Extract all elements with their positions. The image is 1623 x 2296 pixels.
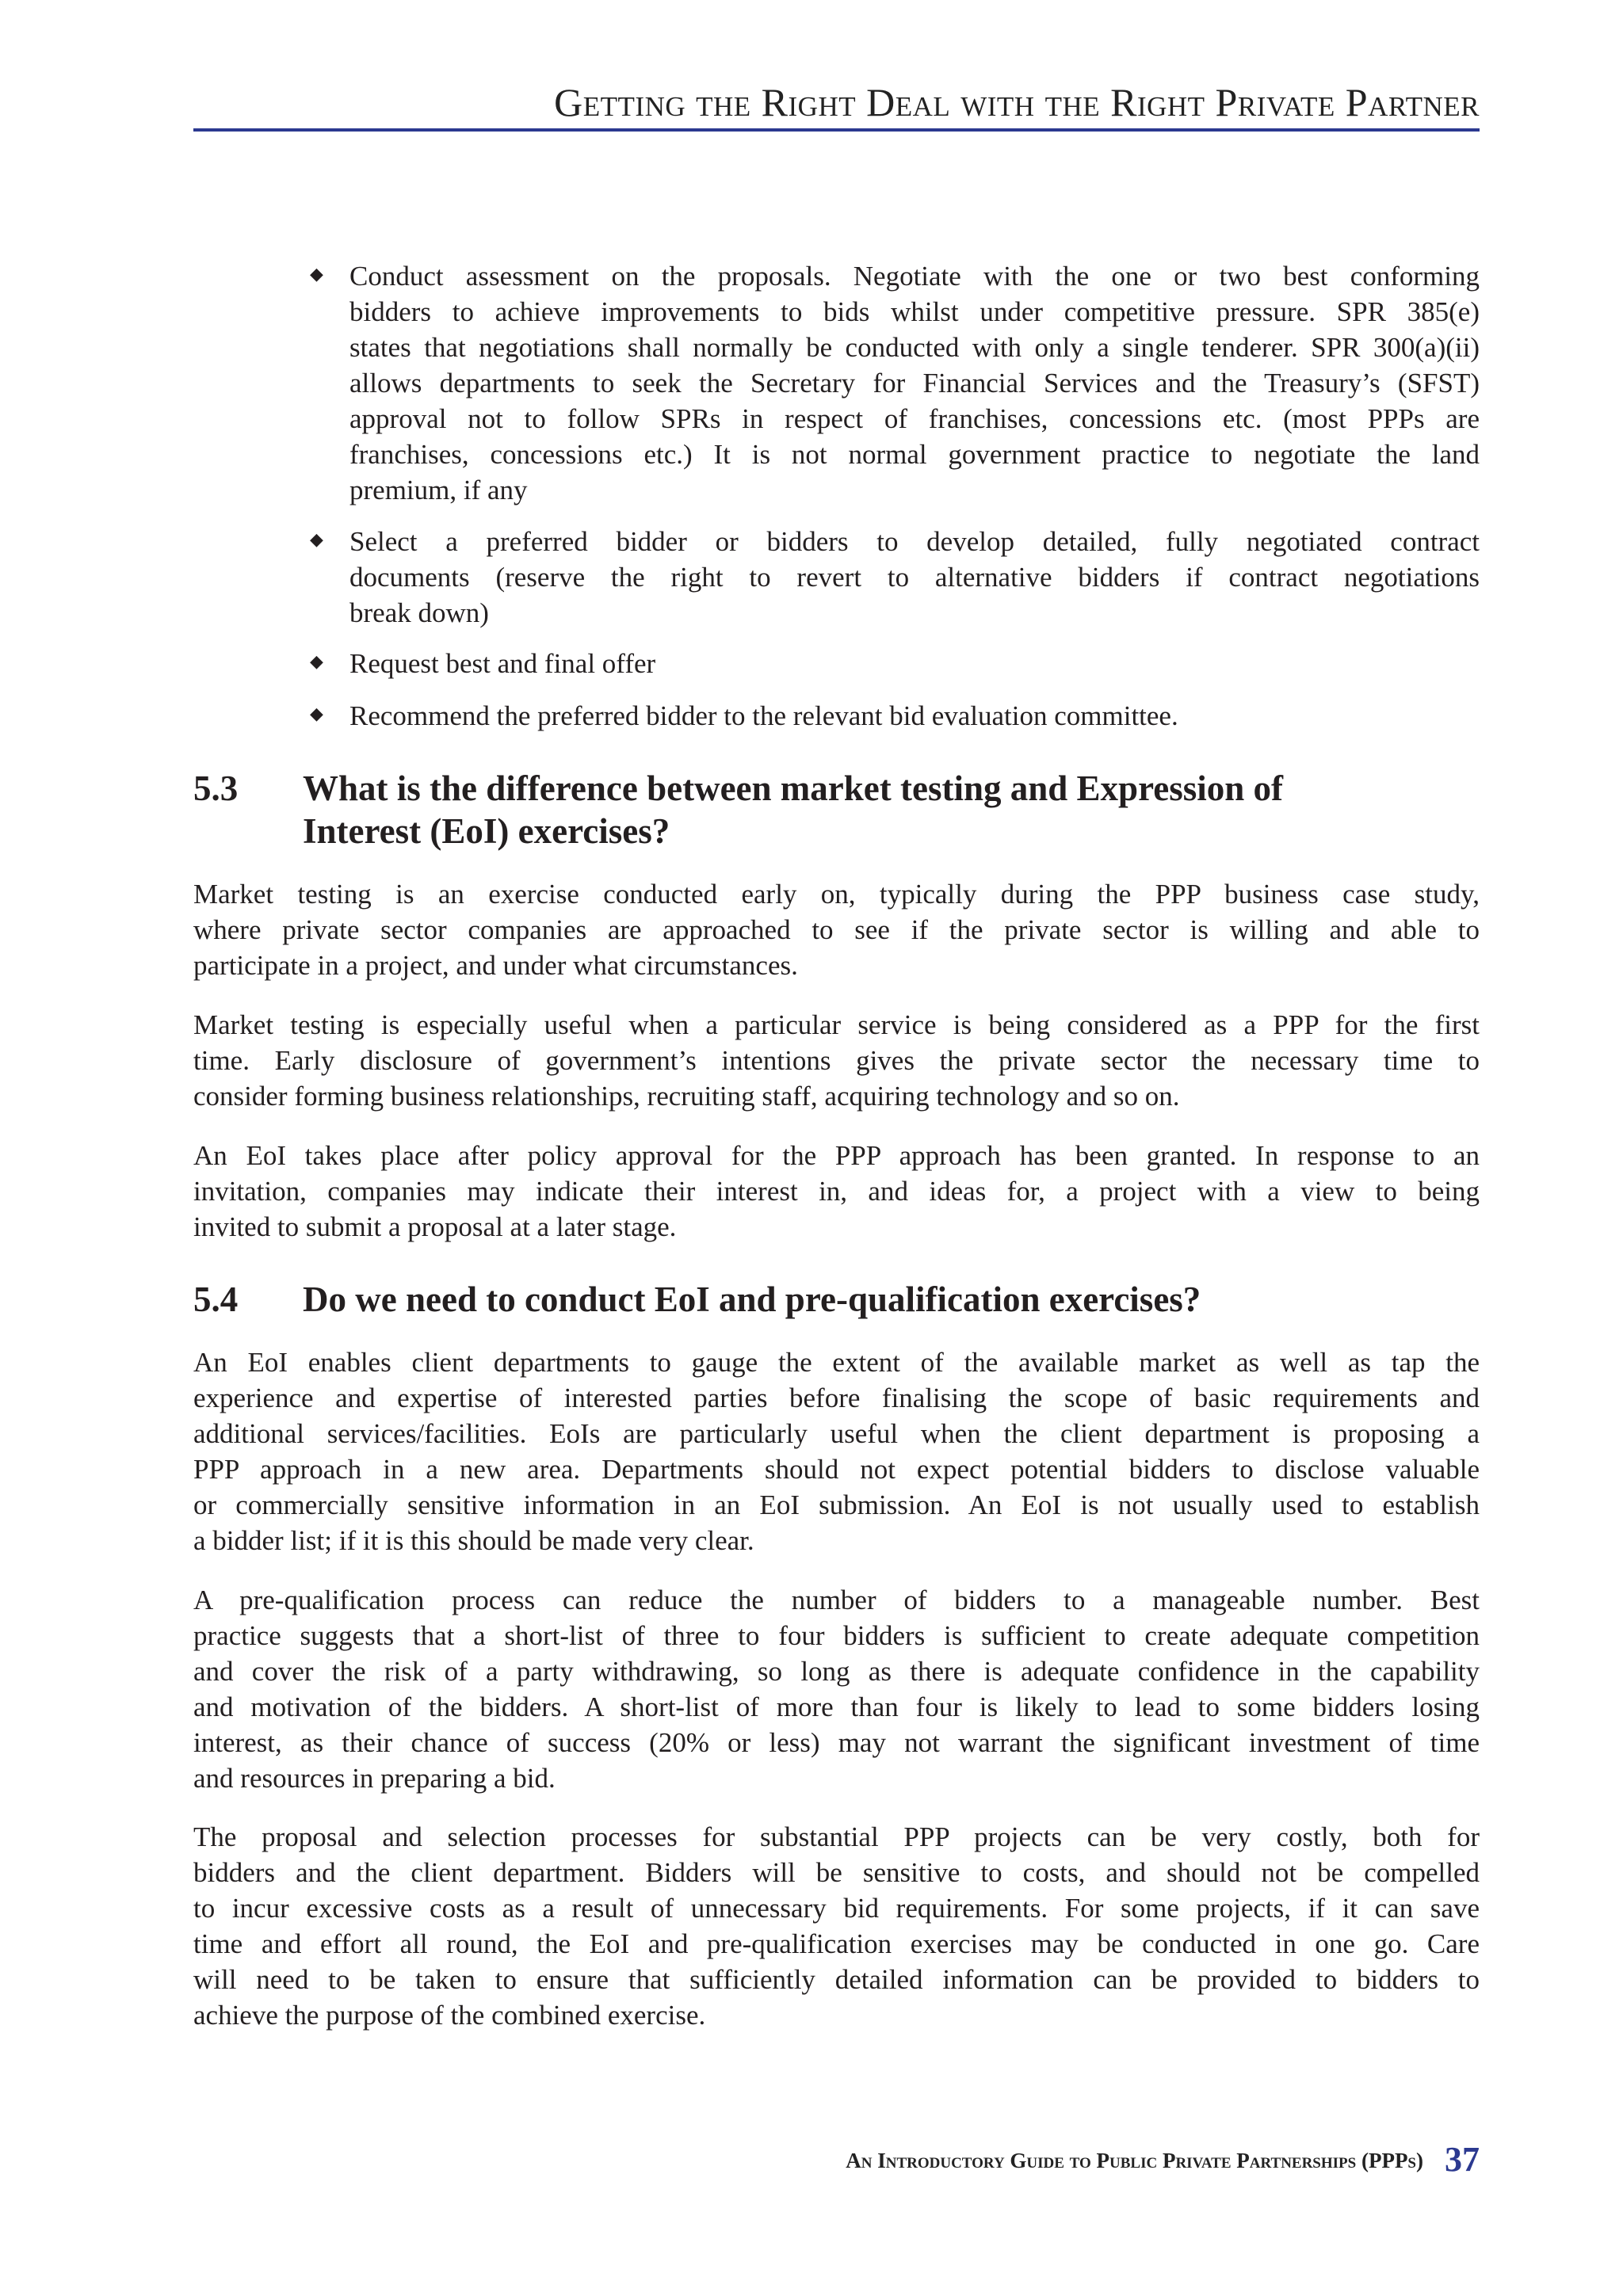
text-line: An EoI enables client departments to gauge the extent of the available market as well as tap the: [193, 1347, 1480, 1378]
running-header: Getting the Right Deal with the Right Private Partner: [554, 80, 1480, 124]
paragraph: [193, 876, 1480, 983]
text-line: will need to be taken to ensure that sufficiently detailed information can be provided to bidders to: [193, 1964, 1480, 1995]
text-line: experience and expertise of interested parties before finalising the scope of basic requirements and: [193, 1383, 1480, 1413]
bullet-item: [310, 258, 1480, 508]
bullet-item: [310, 524, 1480, 631]
section-number: 5.3: [193, 769, 239, 808]
text-line: or commercially sensitive information in an EoI submission. An EoI is not usually used to establish: [193, 1489, 1480, 1520]
text-line: documents (reserve the right to revert to alternative bidders if contract negotiations: [349, 562, 1480, 593]
diamond-bullet-icon: ◆: [310, 651, 323, 671]
paragraph: [193, 1582, 1480, 1796]
text-line: A pre-qualification process can reduce the number of bidders to a manageable number. Best: [193, 1585, 1480, 1615]
text-line: achieve the purpose of the combined exercise.: [193, 2000, 706, 2031]
text-line: approval not to follow SPRs in respect of franchises, concessions etc. (most PPPs are: [349, 403, 1480, 434]
text-line: states that negotiations shall normally be conducted with only a single tenderer. SPR 300(a)(ii): [349, 332, 1480, 363]
text-line: Request best and final offer: [349, 648, 656, 679]
text-line: and resources in preparing a bid.: [193, 1763, 556, 1794]
text-line: premium, if any: [349, 475, 528, 505]
paragraph: [193, 1344, 1480, 1558]
text-line: interest, as their chance of success (20% or less) may not warrant the significant investment of time: [193, 1727, 1480, 1758]
text-line: invitation, companies may indicate their interest in, and ideas for, a project with a view to being: [193, 1176, 1480, 1207]
text-line: time. Early disclosure of government’s intentions gives the private sector the necessary time to: [193, 1045, 1480, 1076]
paragraph: [193, 1819, 1480, 2033]
text-line: invited to submit a proposal at a later stage.: [193, 1211, 677, 1242]
bullet-item: [310, 698, 1480, 734]
text-line: and cover the risk of a party withdrawing, so long as there is adequate confidence in the capability: [193, 1656, 1480, 1687]
text-line: time and effort all round, the EoI and pre-qualification exercises may be conducted in one go. Care: [193, 1928, 1480, 1959]
text-line: additional services/facilities. EoIs are particularly useful when the client department is proposing a: [193, 1418, 1480, 1449]
footer-title: An Introductory Guide to Public Private Partnerships (PPPs): [846, 2149, 1423, 2172]
text-line: An EoI takes place after policy approval for the PPP approach has been granted. In response to an: [193, 1140, 1480, 1171]
paragraph: [193, 1138, 1480, 1245]
text-line: The proposal and selection processes for substantial PPP projects can be very costly, both for: [193, 1821, 1480, 1852]
heading-line: What is the difference between market testing and Expression of: [303, 769, 1283, 808]
bullet-item: [310, 646, 1480, 681]
text-line: Select a preferred bidder or bidders to develop detailed, fully negotiated contract: [349, 526, 1480, 557]
header-rule: [193, 128, 1480, 132]
text-line: break down): [349, 597, 489, 628]
text-line: franchises, concessions etc.) It is not normal government practice to negotiate the land: [349, 439, 1480, 470]
text-line: Market testing is especially useful when a particular service is being considered as a PPP for the first: [193, 1009, 1480, 1040]
section-number: 5.4: [193, 1280, 239, 1319]
text-line: and motivation of the bidders. A short-list of more than four is likely to lead to some bidders losing: [193, 1691, 1480, 1722]
diamond-bullet-icon: ◆: [310, 704, 323, 723]
text-line: Conduct assessment on the proposals. Negotiate with the one or two best conforming: [349, 261, 1480, 292]
text-line: a bidder list; if it is this should be made very clear.: [193, 1525, 754, 1556]
text-line: allows departments to seek the Secretary for Financial Services and the Treasury’s (SFST): [349, 368, 1480, 399]
text-line: bidders to achieve improvements to bids whilst under competitive pressure. SPR 385(e): [349, 296, 1480, 327]
heading-text: Do we need to conduct EoI and pre-qualification exercises?: [303, 1280, 1201, 1319]
text-line: practice suggests that a short-list of three to four bidders is sufficient to create adequate competition: [193, 1620, 1480, 1651]
text-line: participate in a project, and under what circumstances.: [193, 950, 798, 981]
page-number: 37: [1445, 2140, 1480, 2179]
text-line: Market testing is an exercise conducted early on, typically during the PPP business case study,: [193, 879, 1480, 910]
diamond-bullet-icon: ◆: [310, 264, 323, 284]
text-line: PPP approach in a new area. Departments should not expect potential bidders to disclose valuable: [193, 1454, 1480, 1485]
paragraph: [193, 1007, 1480, 1114]
text-line: Recommend the preferred bidder to the relevant bid evaluation committee.: [349, 700, 1178, 731]
text-line: to incur excessive costs as a result of unnecessary bid requirements. For some projects, if it can save: [193, 1893, 1480, 1924]
text-line: consider forming business relationships, recruiting staff, acquiring technology and so on.: [193, 1081, 1180, 1112]
text-line: bidders and the client department. Bidders will be sensitive to costs, and should not be compelled: [193, 1857, 1480, 1888]
heading-line: Interest (EoI) exercises?: [303, 811, 670, 851]
text-line: where private sector companies are approached to see if the private sector is willing and able to: [193, 914, 1480, 945]
diamond-bullet-icon: ◆: [310, 529, 323, 549]
